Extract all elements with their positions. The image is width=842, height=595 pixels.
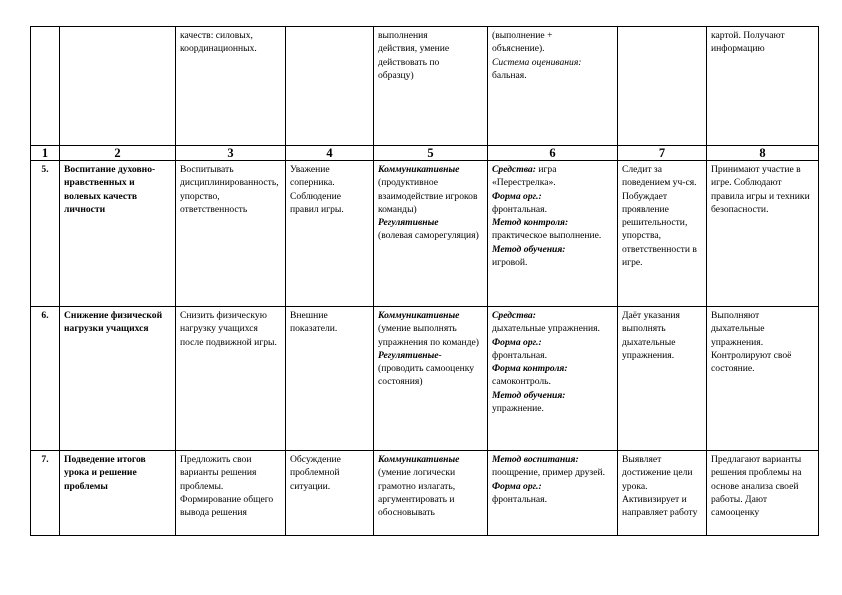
text: самоконтроль. xyxy=(492,376,551,388)
text: фронтальная. xyxy=(492,203,547,215)
text: качеств: силовых, xyxy=(180,30,253,41)
cell xyxy=(60,27,176,146)
column-number: 7 xyxy=(618,146,707,161)
label: Форма орг.: xyxy=(492,336,542,348)
column-number: 5 xyxy=(374,146,488,161)
text: фронтальная. xyxy=(492,349,547,361)
text: игра «Перестрелка». xyxy=(492,164,557,189)
label: Средства: xyxy=(492,164,536,175)
table-row xyxy=(31,451,819,536)
continuation-row xyxy=(31,27,819,146)
label: Метод воспитания: xyxy=(492,454,579,465)
text: координационных. xyxy=(180,43,257,55)
text: действовать по xyxy=(378,56,440,68)
label: Форма орг.: xyxy=(492,190,542,202)
table-row xyxy=(31,307,819,451)
text: поощрение, пример друзей. xyxy=(492,467,606,479)
cell-students xyxy=(707,27,819,146)
text: фронтальная. xyxy=(492,493,547,505)
text: информацию xyxy=(711,43,765,55)
column-number: 1 xyxy=(31,146,60,161)
label: Система оценивания: xyxy=(492,56,582,68)
stage-name: Снижение физической нагрузки учащихся xyxy=(60,307,176,451)
text: (умение логически грамотно излагать, аргументировать и обосновывать xyxy=(378,467,456,519)
column-number: 2 xyxy=(60,146,176,161)
cell-goals: Снизить физическую нагрузку учащихся после подвижной игры. xyxy=(176,307,286,451)
text: практическое выполнение. xyxy=(492,230,602,242)
cell-goals: Воспитывать дисциплинированность, упорство, ответственность xyxy=(176,161,286,307)
cell-methods xyxy=(488,307,618,451)
label: Метод обучения: xyxy=(492,389,566,401)
column-number: 8 xyxy=(707,146,819,161)
lesson-plan-table xyxy=(30,26,819,536)
label: Метод контроля: xyxy=(492,217,569,229)
cell-methods xyxy=(488,451,618,536)
cell-goals: Предложить свои варианты решения проблемы. Формирование общего вывода решения xyxy=(176,451,286,536)
cell-students: Принимают участие в игре. Соблюдают правила игры и техники безопасности. xyxy=(707,161,819,307)
row-number: 6. xyxy=(31,307,60,451)
text: объяснение). xyxy=(492,43,545,55)
text: (умение выполнять упражнения по команде) xyxy=(378,323,479,348)
text: картой. Получают xyxy=(711,30,785,41)
cell-content: Уважение соперника. Соблюдение правил игры. xyxy=(286,161,374,307)
label: Форма контроля: xyxy=(492,363,568,375)
row-number: 7. xyxy=(31,451,60,536)
label: Регулятивные xyxy=(378,217,439,229)
cell-teacher: Выявляет достижение цели урока. Активизирует и направляет работу xyxy=(618,451,707,536)
label: Форма орг.: xyxy=(492,480,542,492)
label: Коммуникативные xyxy=(378,164,460,175)
cell-uud xyxy=(374,307,488,451)
column-number: 3 xyxy=(176,146,286,161)
cell-students: Выполняют дыхательные упражнения. Контролируют своё состояние. xyxy=(707,307,819,451)
text: игровой. xyxy=(492,257,528,269)
cell-students: Предлагают варианты решения проблемы на основе анализа своей работы. Дают самооценку xyxy=(707,451,819,536)
cell xyxy=(286,27,374,146)
text: упражнение. xyxy=(492,403,544,415)
text: (проводить самооценку состояния) xyxy=(378,363,475,388)
text: (продуктивное взаимодействие игроков команды) xyxy=(378,177,478,215)
label: Средства: xyxy=(492,310,536,321)
column-number: 4 xyxy=(286,146,374,161)
column-number: 6 xyxy=(488,146,618,161)
text: выполнения xyxy=(378,30,428,41)
text: (выполнение + xyxy=(492,30,553,41)
cell-teacher: Следит за поведением уч-ся. Побуждает проявление решительности, упорства, ответственности в игре. xyxy=(618,161,707,307)
label: Метод обучения: xyxy=(492,243,566,255)
cell-uud xyxy=(374,27,488,146)
label: Коммуникативные xyxy=(378,310,460,321)
stage-name: Воспитание духовно-нравственных и волевых качеств личности xyxy=(60,161,176,307)
text: действия, умение xyxy=(378,43,450,55)
label: Регулятивные- xyxy=(378,349,442,361)
text: (волевая саморегуляция) xyxy=(378,230,479,242)
cell-uud xyxy=(374,451,488,536)
table-row xyxy=(31,161,819,307)
row-number: 5. xyxy=(31,161,60,307)
cell-content: Обсуждение проблемной ситуации. xyxy=(286,451,374,536)
stage-name: Подведение итогов урока и решение проблемы xyxy=(60,451,176,536)
cell-content: Внешние показатели. xyxy=(286,307,374,451)
label: Коммуникативные xyxy=(378,454,460,465)
text: дыхательные упражнения. xyxy=(492,323,600,335)
text: образцу) xyxy=(378,69,414,81)
cell-methods xyxy=(488,161,618,307)
cell-teacher: Даёт указания выполнять дыхательные упражнения. xyxy=(618,307,707,451)
text: бальная. xyxy=(492,69,527,81)
cell-uud xyxy=(374,161,488,307)
cell xyxy=(618,27,707,146)
cell-goals xyxy=(176,27,286,146)
cell-methods xyxy=(488,27,618,146)
column-number-row xyxy=(31,146,819,161)
cell xyxy=(31,27,60,146)
